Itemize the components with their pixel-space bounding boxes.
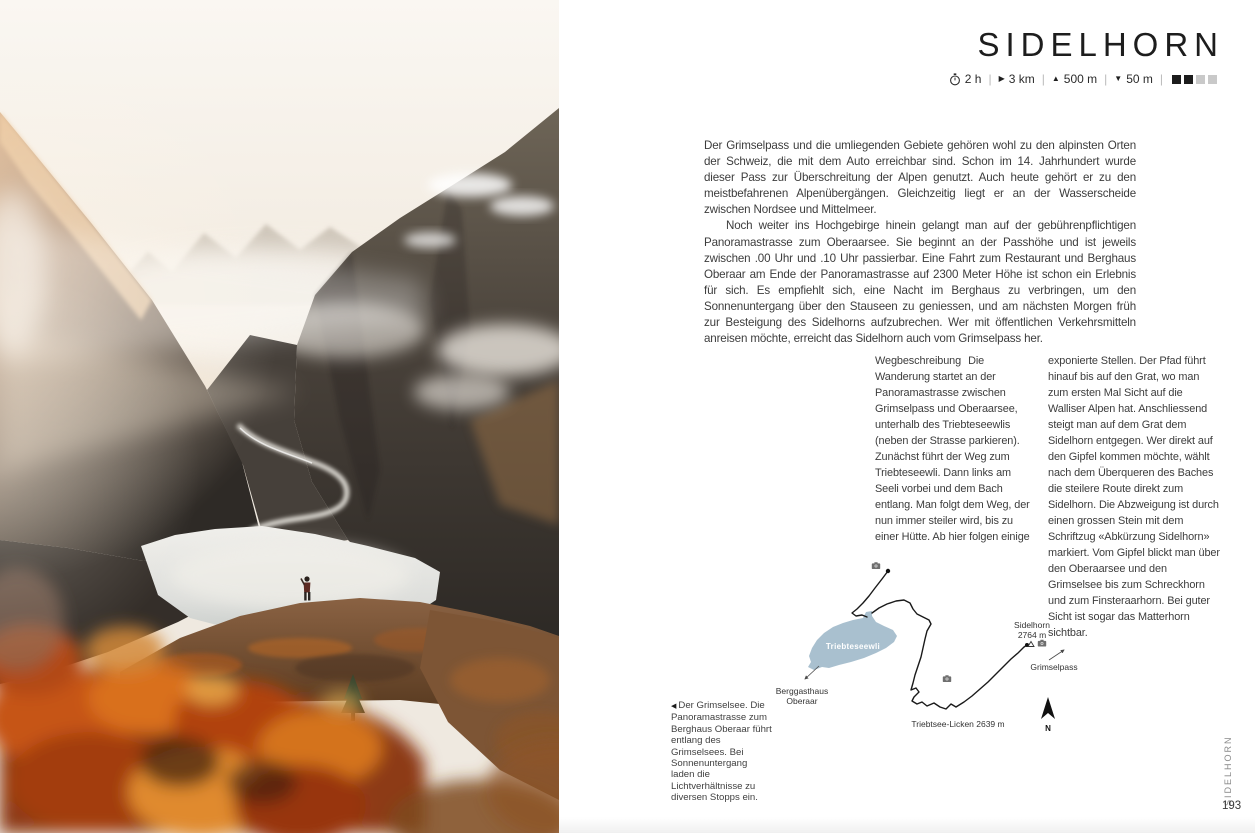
stat-separator: |: [1159, 72, 1163, 86]
page-number: 193: [1222, 800, 1242, 812]
map-summit-elevation: 2764 m: [1017, 630, 1047, 640]
caption-arrow-icon: ◀: [671, 703, 677, 710]
map-lake-label: Triebteseewli: [825, 642, 881, 651]
map-pass-label: Grimselpass: [1030, 662, 1078, 672]
stat-separator: |: [988, 72, 992, 86]
stat-distance-value: 3 km: [1008, 72, 1035, 86]
north-label: N: [1045, 724, 1051, 733]
route-stats: [949, 72, 1217, 86]
stat-separator: |: [1041, 72, 1045, 86]
stat-descent-value: 50 m: [1126, 72, 1153, 86]
camera-icon: [943, 675, 951, 682]
photo-caption: [671, 700, 773, 804]
map-saddle-label: Triebtsee-Licken 2639 m: [911, 719, 1005, 729]
stat-ascent-value: 500 m: [1063, 72, 1098, 86]
map-hut-label-1: Berggasthaus: [775, 686, 829, 696]
stat-descent: [1114, 72, 1153, 86]
map-summit-label: Sidelhorn: [1014, 620, 1050, 630]
edge-label: SIDELHORN: [1223, 735, 1233, 806]
difficulty-square: [1184, 75, 1193, 84]
route-heading: Wegbeschreibung: [875, 355, 962, 367]
photo-caption-text: Der Grimselsee. Die Panoramastrasse zum Berghaus Oberaar führt entlang des Grimselsees. Bei Sonnenuntergang laden die Lichtverhältnisse zu diversen Stopps ein.: [671, 700, 772, 804]
camera-icon: [1038, 640, 1046, 647]
difficulty-square: [1172, 75, 1181, 84]
distance-icon: ▶: [998, 73, 1005, 83]
trail-map: [765, 550, 1105, 750]
map-lake: [808, 611, 897, 670]
trailhead-dot: [886, 569, 890, 573]
intro-paragraph-2: Noch weiter ins Hochgebirge hinein gelangt man auf der gebührenpflichtigen Panoramastrasse zum Oberaarsee. Sie beginnt an der Passhöhe und ist jeweils zwischen .00 Uhr und .10 Uhr passierbar. Eine Fahrt zum Restaurant und Berghaus Oberaar am Ende der Panoramastrasse auf 2300 Meter Höhe ist schon ein Erlebnis für sich. Es empfiehlt sich, eine Nacht im Berghaus zu verbringen, um den Sonnenuntergang über den Stauseen zu geniessen, und am nächsten Morgen früh zur Besteigung des Sidelhorns aufzubrechen. Wer mit öffentlichen Verkehrsmitteln anreisen möchte, erreicht das Sidelhorn auch vom Grimselpass her.: [704, 219, 1136, 346]
page-bottom-shade: [559, 817, 1255, 833]
stat-distance: [999, 72, 1035, 86]
stat-time: [949, 72, 982, 86]
route-column-2: exponierte Stellen. Der Pfad führt hinauf bis auf den Grat, wo man zum ersten Mal Sicht auf die Walliser Alpen hat. Anschliessend steigt man auf dem Grat dem Sidelhorn entgegen. Wer direkt auf den Gipfel kommen möchte, wählt nach dem Überqueren des Baches die steilere Route direkt zum Sidelhorn. Die Abzweigung ist durch einen grossen Stein mit dem Schriftzug «Abkürzung Sidelhorn» markiert. Vom Gipfel blickt man über den Oberaarsee und den Grimselsee bis zum Schreckhorn und zum Finsteraarhorn. Bei guter Sicht ist sogar das Matterhorn sichtbar.: [1048, 355, 1220, 639]
intro-text: [704, 138, 1136, 347]
intro-paragraph-1: Der Grimselpass und die umliegenden Gebiete gehören wohl zu den alpinsten Orten der Schweiz, die mit dem Auto erreichbar sind. Schon im 14. Jahrhundert wurde dieser Pass zur Überschreitung der Alpen genutzt. Auch heute gehört er zu den meistbefahrenen Alpenübergängen. Gleichzeitig liegt er an der Wasserscheide zwischen Nordsee und Mittelmeer.: [704, 139, 1136, 217]
grimselsee-photo: [0, 0, 559, 833]
map-hut-label-2: Oberaar: [786, 696, 818, 706]
right-page: [559, 0, 1255, 833]
ascent-icon: ▲: [1051, 73, 1060, 83]
stat-separator: |: [1104, 72, 1108, 86]
descent-icon: ▼: [1114, 73, 1123, 83]
stopwatch-icon: [949, 73, 961, 86]
page-title: SIDELHORN: [977, 26, 1224, 63]
camera-icon: [872, 562, 880, 569]
route-column-1-text: Die Wanderung startet an der Panoramastrasse zwischen Grimselpass und Oberaarsee, unterhalb des Triebteseewlis (neben der Strasse parkieren). Zunächst führt der Weg zum Triebteseewli. Dann links am Seeli vorbei und dem Bach entlang. Man folgt dem Weg, der nun immer steiler wird, bis zu einer Hütte. Ab hier folgen einige: [875, 355, 1030, 543]
stat-time-value: 2 h: [964, 72, 982, 86]
stat-ascent: [1052, 72, 1097, 86]
difficulty-square: [1196, 75, 1205, 84]
north-arrow-icon: [1041, 697, 1055, 733]
summit-triangle-icon: [1028, 642, 1034, 647]
grimselpass-arrow: [1049, 650, 1064, 660]
difficulty-square: [1208, 75, 1217, 84]
difficulty-rating: [1172, 75, 1217, 84]
